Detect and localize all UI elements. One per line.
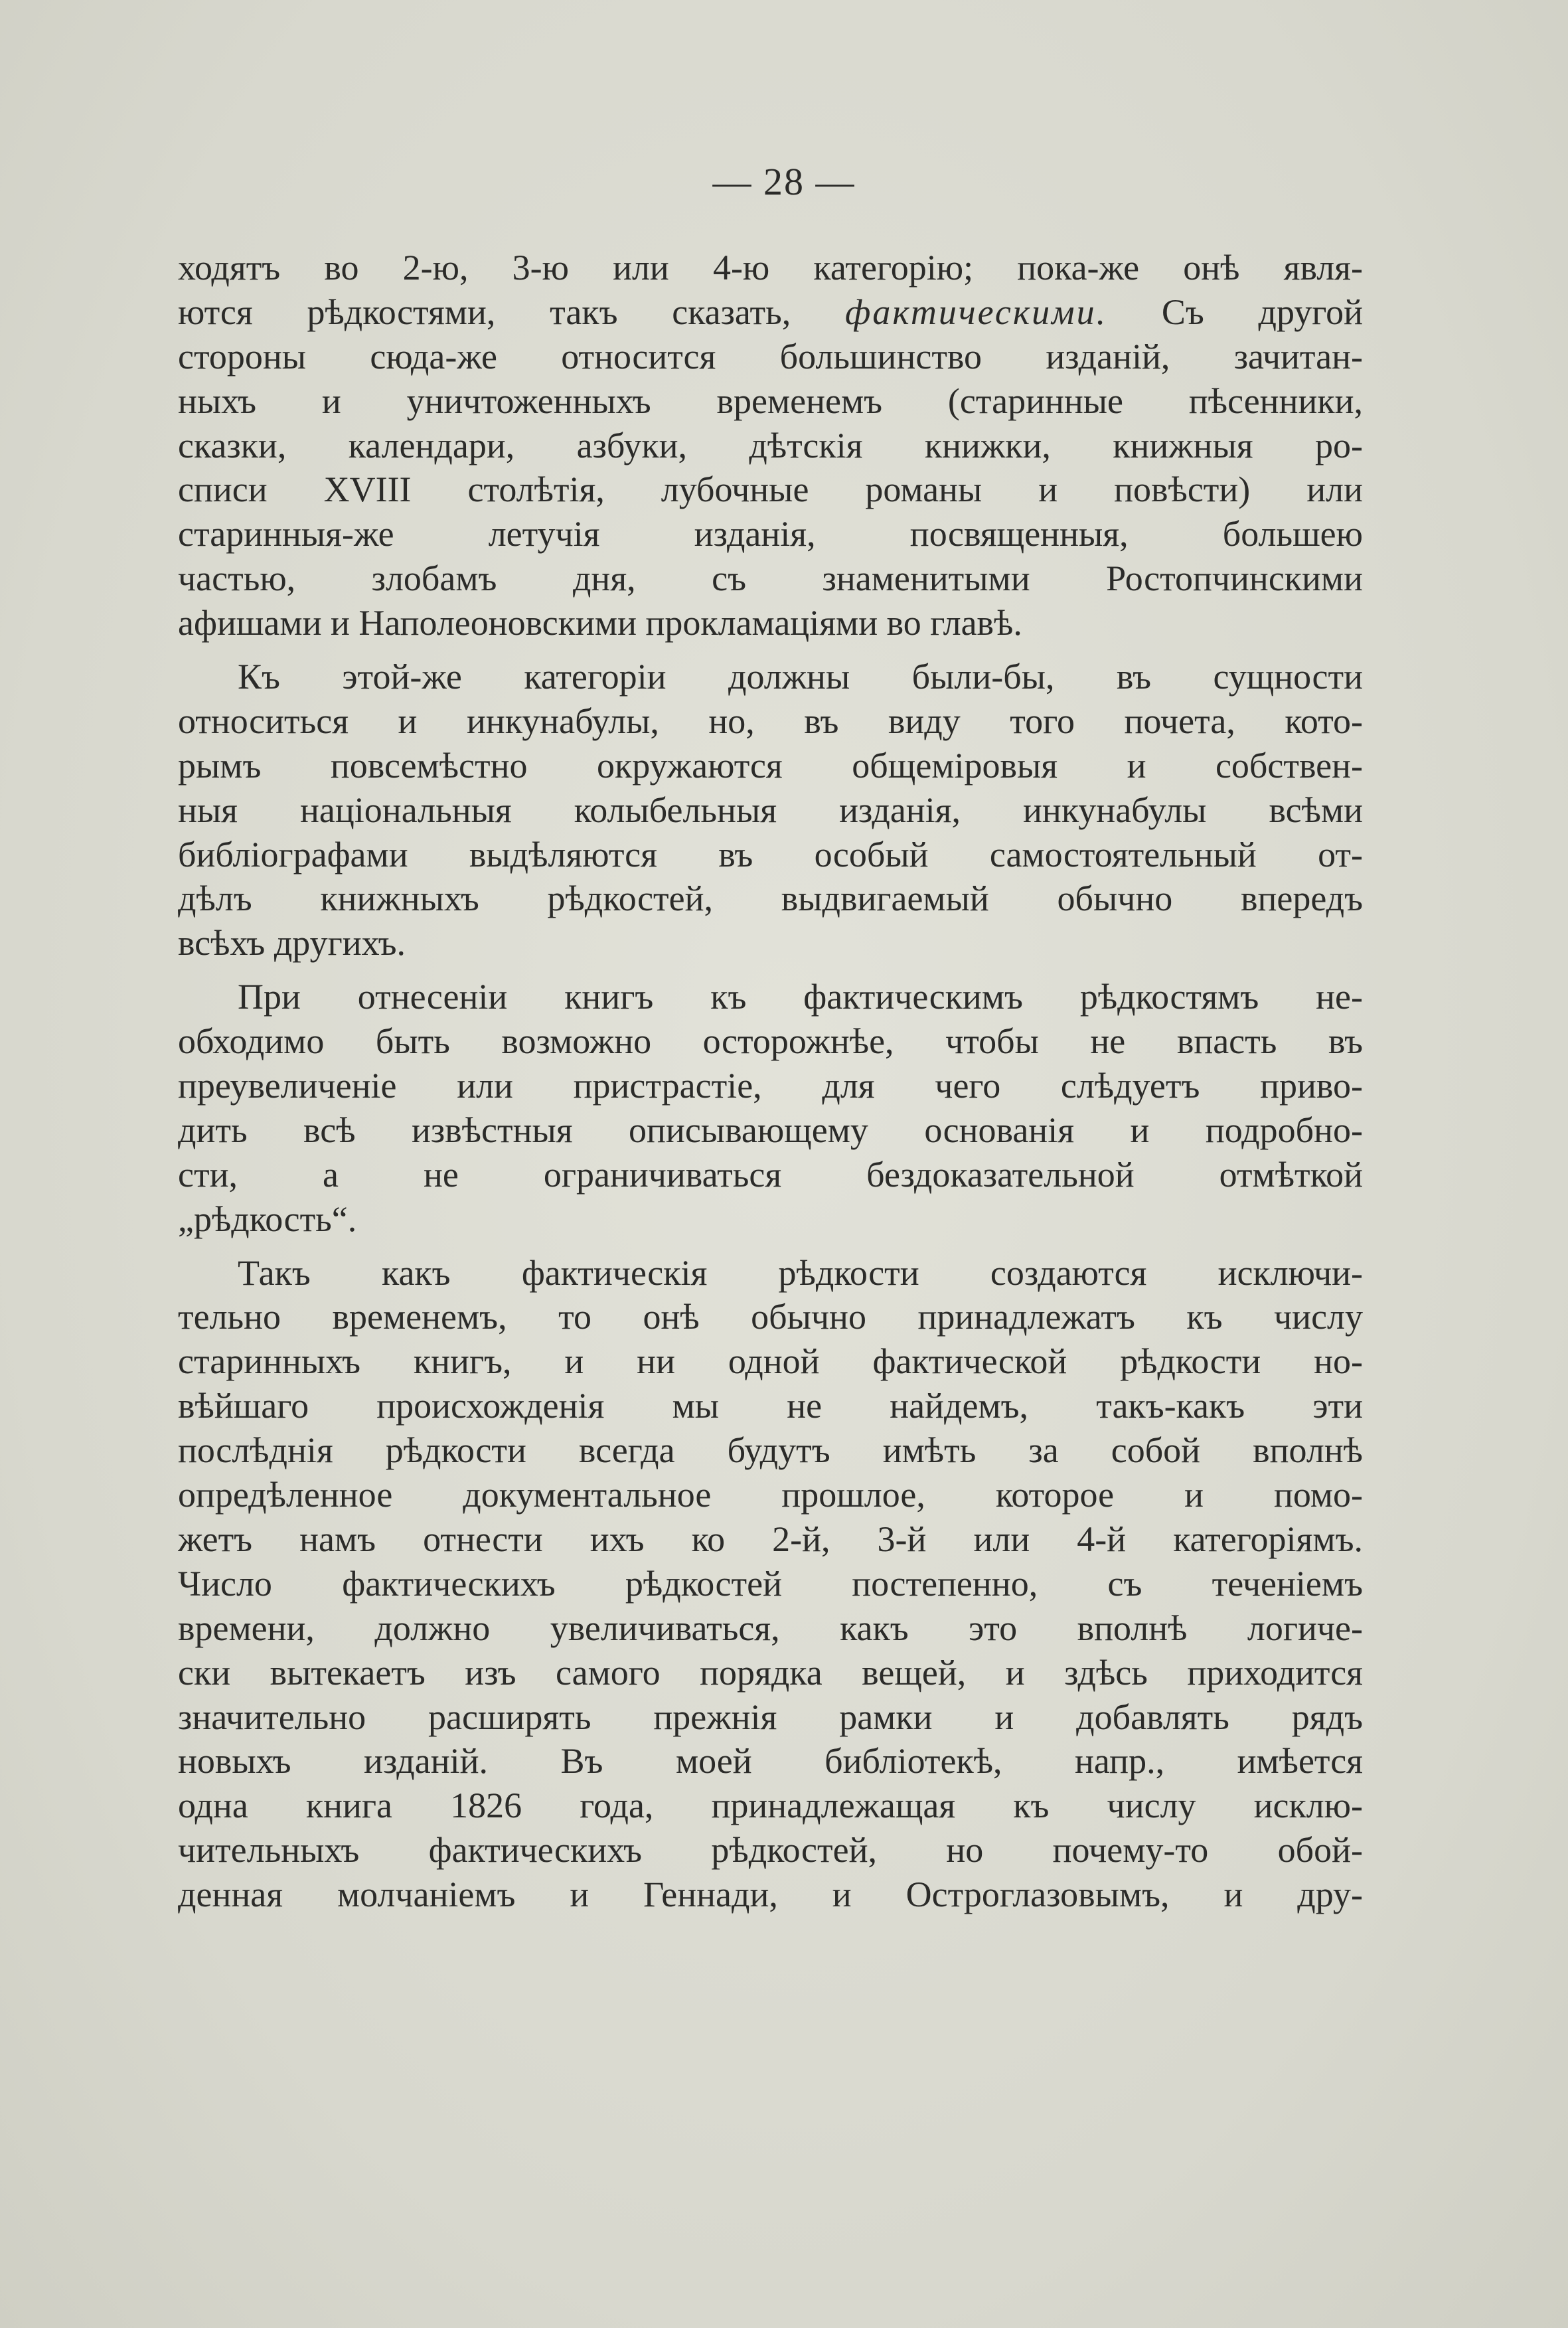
text-line-main: стороны сюда-же относится большинство изданій, зачитан- xyxy=(178,336,1363,376)
text-line-main: Число фактическихъ рѣдкостей постепенно, съ теченіемъ xyxy=(178,1563,1363,1604)
text-line xyxy=(178,246,1363,290)
text-line xyxy=(178,1064,1363,1108)
text-line-main: новыхъ изданій. Въ моей библіотекѣ, напр., имѣется xyxy=(178,1741,1363,1782)
text-line xyxy=(178,1295,1363,1339)
text-line xyxy=(178,601,1363,645)
text-line xyxy=(178,467,1363,512)
text-line-main: денная молчаніемъ и Геннади, и Остроглазовымъ, и дру- xyxy=(178,1874,1363,1915)
text-line xyxy=(178,424,1363,468)
text-line-emphasis: фактическими. xyxy=(844,291,1108,332)
text-line-main: обходимо быть возможно осторожнѣе, чтобы не впасть въ xyxy=(178,1021,1363,1062)
text-line-main: сказки, календари, азбуки, дѣтскія книжки, книжныя ро- xyxy=(178,425,1363,465)
text-line-main: Такъ какъ фактическія рѣдкости создаются исключи- xyxy=(238,1252,1363,1293)
text-line-main: частью, злобамъ дня, съ знаменитыми Ростопчинскими xyxy=(178,558,1363,599)
text-line xyxy=(178,1108,1363,1153)
text-line xyxy=(178,512,1363,556)
text-line xyxy=(178,1606,1363,1651)
text-line-main: значительно расширять прежнія рамки и добавлять рядъ xyxy=(178,1697,1363,1737)
text-line-main: вѣйшаго происхожденія мы не найдемъ, такъ-какъ эти xyxy=(178,1386,1363,1426)
text-line xyxy=(178,744,1363,788)
text-line-main: сти, а не ограничиваться бездоказательной отмѣткой xyxy=(178,1154,1363,1195)
text-line-main: списи XVIII столѣтія, лубочные романы и повѣсти) или xyxy=(178,469,1363,510)
text-line xyxy=(178,1473,1363,1517)
text-line xyxy=(178,655,1363,699)
text-line-main: „рѣдкость“. xyxy=(178,1199,357,1239)
text-line xyxy=(178,1739,1363,1784)
text-line xyxy=(178,975,1363,1019)
text-line-main: ски вытекаетъ изъ самого порядка вещей, и здѣсь приходится xyxy=(178,1652,1363,1693)
text-line xyxy=(178,379,1363,424)
text-line xyxy=(178,1197,1363,1242)
text-line-main: рымъ повсемѣстно окружаются общеміровыя и собствен- xyxy=(178,745,1363,786)
text-line xyxy=(178,1784,1363,1828)
text-line-main: старинныхъ книгъ, и ни одной фактической рѣдкости но- xyxy=(178,1341,1363,1382)
text-line-main: дѣлъ книжныхъ рѣдкостей, выдвигаемый обычно впередъ xyxy=(178,878,1363,919)
text-line xyxy=(178,788,1363,833)
text-line-main: чительныхъ фактическихъ рѣдкостей, но почему-то обой- xyxy=(178,1830,1363,1871)
page-number: — 28 — xyxy=(712,160,856,203)
text-line xyxy=(178,1872,1363,1917)
text-line xyxy=(178,1339,1363,1384)
text-line xyxy=(178,290,1363,335)
text-line-main: При отнесеніи книгъ къ фактическимъ рѣдкостямъ не- xyxy=(238,977,1363,1017)
text-line xyxy=(178,1562,1363,1606)
text-line-tail: Съ другой xyxy=(1107,291,1363,332)
text-line-main: Къ этой-же категоріи должны были-бы, въ сущности xyxy=(238,657,1363,697)
text-line xyxy=(178,556,1363,601)
text-line-main: преувеличеніе или пристрастіе, для чего слѣдуетъ приво- xyxy=(178,1066,1363,1106)
text-line xyxy=(178,833,1363,877)
text-line xyxy=(178,1019,1363,1064)
text-line-main: ходятъ во 2-ю, 3-ю или 4-ю категорію; пока-же онѣ явля- xyxy=(178,248,1363,288)
paragraph-gap xyxy=(178,1242,1363,1251)
text-line xyxy=(178,1428,1363,1473)
text-line-main: относиться и инкунабулы, но, въ виду того почета, кото- xyxy=(178,701,1363,741)
text-line-main: ныя національныя колыбельныя изданія, инкунабулы всѣми xyxy=(178,790,1363,830)
text-line-main: опредѣленное документальное прошлое, которое и помо- xyxy=(178,1475,1363,1515)
text-line-main: библіографами выдѣляются въ особый самостоятельный от- xyxy=(178,834,1363,874)
text-line-main: афишами и Наполеоновскими прокламаціями во главѣ. xyxy=(178,603,1022,643)
text-line-main: тельно временемъ, то онѣ обычно принадлежатъ къ числу xyxy=(178,1297,1363,1337)
text-line-main: одна книга 1826 года, принадлежащая къ числу исклю- xyxy=(178,1786,1363,1826)
text-line xyxy=(178,1828,1363,1872)
text-line xyxy=(178,1517,1363,1562)
paragraph-gap xyxy=(178,645,1363,655)
text-line-main: времени, должно увеличиваться, какъ это вполнѣ логиче- xyxy=(178,1608,1363,1648)
text-line xyxy=(178,921,1363,965)
text-line xyxy=(178,699,1363,744)
text-line-main: старинныя-же летучія изданія, посвященныя, большею xyxy=(178,514,1363,554)
body-text xyxy=(178,246,1363,1917)
paragraph-gap xyxy=(178,965,1363,975)
text-line xyxy=(178,1695,1363,1740)
text-line xyxy=(178,1153,1363,1197)
text-line xyxy=(178,1384,1363,1428)
text-line xyxy=(178,1251,1363,1295)
text-line xyxy=(178,876,1363,921)
text-line-main: всѣхъ другихъ. xyxy=(178,923,406,963)
text-line-main: жетъ намъ отнести ихъ ко 2-й, 3-й или 4-й категоріямъ. xyxy=(178,1519,1363,1559)
text-line-main: ются рѣдкостями, такъ сказать, xyxy=(178,291,845,332)
text-line-main: ныхъ и уничтоженныхъ временемъ (старинные пѣсенники, xyxy=(178,380,1363,421)
text-line-main: дить всѣ извѣстныя описывающему основанія и подробно- xyxy=(178,1110,1363,1150)
text-line xyxy=(178,335,1363,379)
text-line-main: послѣднія рѣдкости всегда будутъ имѣть за собой вполнѣ xyxy=(178,1430,1363,1471)
text-line xyxy=(178,1651,1363,1695)
